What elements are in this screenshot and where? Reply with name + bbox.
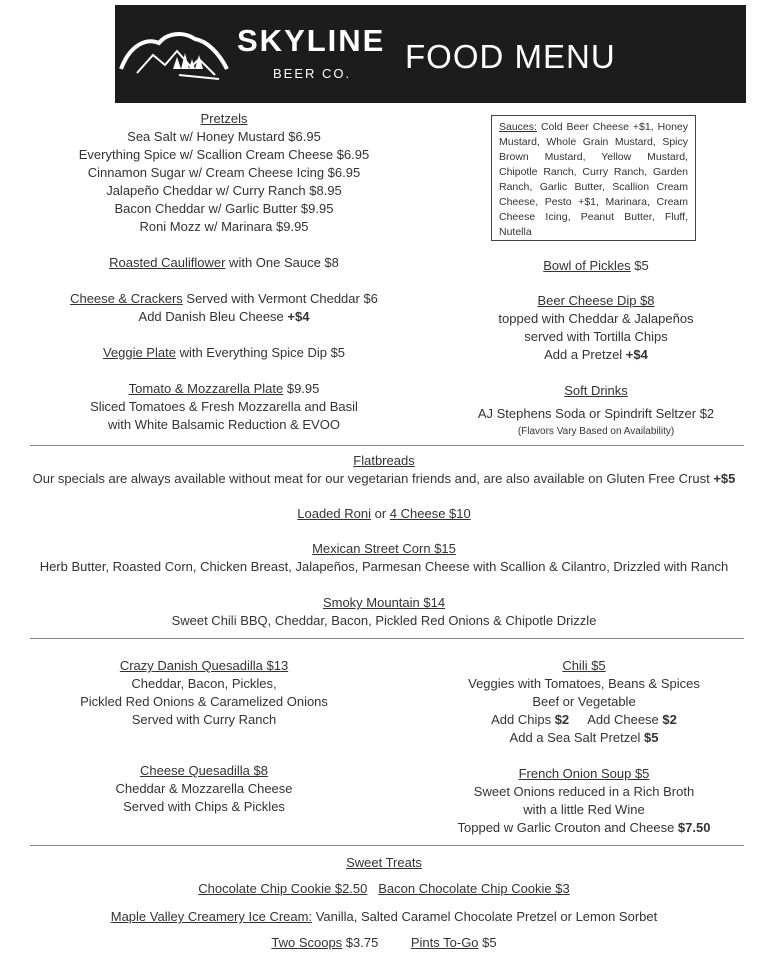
tomato-plate-item [40,380,408,434]
brand-name: SKYLINE [237,23,386,58]
item-name: Cheese Quesadilla $8 [140,763,268,778]
brand-subtitle: BEER CO. [273,66,352,81]
item-desc: with One Sauce $8 [225,255,339,270]
item-addon: Add Chips [491,712,555,727]
section-divider [30,445,744,446]
item-desc: with Everything Spice Dip $5 [175,345,346,360]
menu-item: Sea Salt w/ Honey Mustard $6.95 [127,129,321,144]
beer-cheese-item [430,292,762,364]
item-name: Loaded Roni [297,506,371,521]
item-desc: with White Balsamic Reduction & EVOO [108,417,340,432]
smoky-mountain-item [0,594,768,630]
addon-price: $2 [554,712,570,727]
menu-header [115,5,746,103]
loaded-roni-item [0,505,768,523]
menu-item: Roni Mozz w/ Marinara $9.95 [139,219,309,234]
chili-item [404,657,764,747]
item-addon: Add Danish Bleu Cheese [138,309,288,324]
item-name: Beer Cheese Dip $8 [537,293,655,308]
section-divider [30,638,744,639]
item-addon: Add Cheese [587,712,663,727]
cheese-quesadilla-item [20,762,388,816]
item-name: Cheese & Crackers [70,291,183,306]
item-name: Tomato & Mozzarella Plate [128,381,284,396]
soft-drinks-note: (Flavors Vary Based on Availability) [517,426,675,437]
addon-price: $7.50 [677,820,711,835]
item-name: Veggie Plate [102,345,176,360]
item-desc: Vanilla, Salted Caramel Chocolate Pretzel or Lemon Sorbet [312,909,658,924]
item-desc: Veggies with Tomatoes, Beans & Spices [468,676,700,691]
addon-price: +$4 [625,347,648,362]
item-addon: Add a Pretzel [544,347,626,362]
item-name: Smoky Mountain $14 [322,595,446,610]
item-desc: Served with Vermont Cheddar $6 [182,291,378,306]
item-name: Bowl of Pickles [543,258,631,273]
menu-item: Bacon Cheddar w/ Garlic Butter $9.95 [114,201,334,216]
mountain-logo-icon [119,29,231,85]
sweet-treats-heading-row [0,854,768,872]
pretzels-section [40,110,408,236]
flatbreads-note-price: +$5 [713,471,736,486]
item-name: Mexican Street Corn $15 [312,541,456,556]
item-name: Roasted Cauliflower [109,255,226,270]
addon-price: $2 [662,712,677,727]
ice-cream-item [0,908,768,926]
item-desc: Served with Curry Ranch [131,712,277,727]
item-sep: or [370,506,390,521]
item-name: Crazy Danish Quesadilla $13 [119,658,289,673]
soft-drinks-heading: Soft Drinks [564,383,628,398]
item-desc: Pickled Red Onions & Caramelized Onions [80,694,328,709]
item-desc: Cheddar & Mozzarella Cheese [115,781,293,796]
addon-price: +$4 [287,309,310,324]
danish-quesadilla-item [20,657,388,729]
item-desc: Served with Chips & Pickles [123,799,285,814]
item-desc: Sweet Chili BBQ, Cheddar, Bacon, Pickled Red Onions & Chipotle Drizzle [171,613,597,628]
item-addon: Add a Sea Salt Pretzel [509,730,644,745]
cauliflower-item [40,254,408,272]
item-addon: Topped w Garlic Crouton and Cheese [457,820,678,835]
item-desc: Cheddar, Bacon, Pickles, [131,676,277,691]
item-name: 4 Cheese $10 [389,506,471,521]
page-title: FOOD MENU [405,38,616,75]
menu-item: Jalapeño Cheddar w/ Curry Ranch $8.95 [106,183,342,198]
section-divider [30,845,744,846]
pickles-item [430,257,762,275]
flatbreads-note: Our specials are always available without meat for our vegetarian friends and, are also available on Gluten Free Crust [32,471,714,486]
item-name: Chocolate Chip Cookie $2.50 [198,881,368,896]
french-onion-item [404,765,764,837]
sauces-label: Sauces: [499,121,537,133]
flatbreads-section [0,452,768,488]
item-price: $5 [630,258,649,273]
item-desc: topped with Cheddar & Jalapeños [498,311,694,326]
addon-price: $5 [643,730,659,745]
item-name: Bacon Chocolate Chip Cookie $3 [378,881,570,896]
cookies-row [0,880,768,898]
veggie-plate-item [40,344,408,362]
sauces-box [491,115,696,241]
item-desc: with a little Red Wine [523,802,645,817]
item-price: $3.75 [342,935,379,950]
soft-drinks-line: AJ Stephens Soda or Spindrift Seltzer $2 [477,406,715,421]
item-name: Pints To-Go [410,935,479,950]
item-desc: Herb Butter, Roasted Corn, Chicken Breast, Jalapeños, Parmesan Cheese with Scallion & Cilantro, Drizzled with Ranch [39,559,729,574]
pretzels-heading: Pretzels [200,111,248,126]
menu-item: Cinnamon Sugar w/ Cream Cheese Icing $6.95 [87,165,361,180]
flatbreads-heading: Flatbreads [353,453,415,468]
sauces-list: Cold Beer Cheese +$1, Honey Mustard, Whole Grain Mustard, Spicy Brown Mustard, Yellow Mustard, Chipotle Ranch, Curry Ranch, Garden Ranch, Garlic Butter, Scallion Cream Cheese, Pesto +$1, Marinara, Cream Cheese Icing, Peanut Butter, Fluff, Nutella [499,121,688,238]
menu-item: Everything Spice w/ Scallion Cream Cheese $6.95 [78,147,370,162]
item-price: $5 [478,935,497,950]
item-name: Maple Valley Creamery Ice Cream: [110,909,313,924]
item-desc: Beef or Vegetable [532,694,636,709]
mexican-corn-item [0,540,768,576]
cheese-crackers-item [40,290,408,326]
item-desc: served with Tortilla Chips [524,329,668,344]
item-name: Two Scoops [271,935,343,950]
scoops-row [0,934,768,952]
item-desc: Sliced Tomatoes & Fresh Mozzarella and Basil [90,399,358,414]
sweet-treats-heading: Sweet Treats [346,855,422,870]
item-name: French Onion Soup $5 [518,766,650,781]
item-name: Chili $5 [562,658,606,673]
item-price: $9.95 [283,381,320,396]
item-desc: Sweet Onions reduced in a Rich Broth [473,784,695,799]
soft-drinks-section [430,382,762,441]
